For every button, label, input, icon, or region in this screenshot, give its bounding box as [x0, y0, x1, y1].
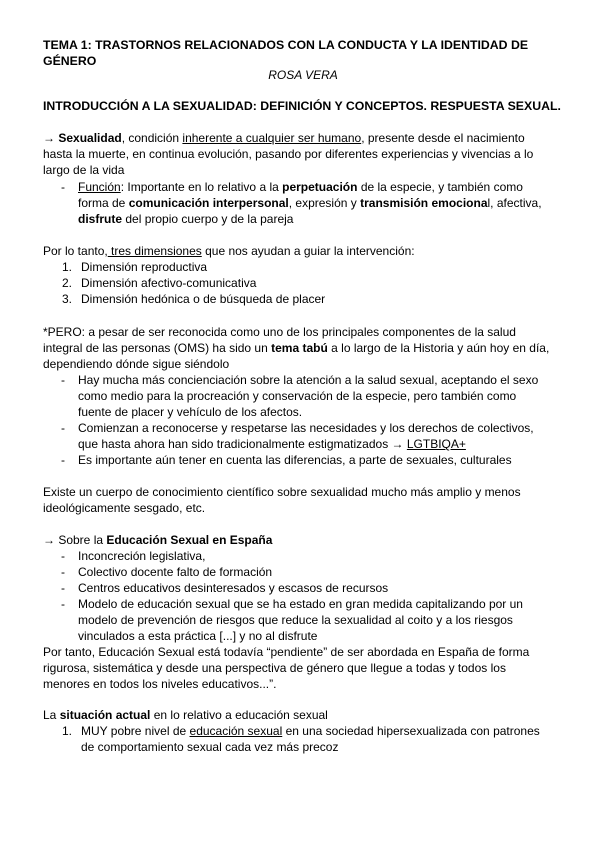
knowledge-paragraph: Existe un cuerpo de conocimiento científico sobre sexualidad mucho más amplio y menos ideológicamente sesgado, etc. [43, 485, 521, 515]
list-item: 2. Dimensión afectivo-comunicativa [62, 276, 257, 290]
function-list [59, 179, 553, 227]
list-item: 3. Dimensión hedónica o de búsqueda de placer [62, 292, 326, 306]
list-item: - Centros educativos desinteresados y escasos de recursos [59, 580, 539, 596]
list-item: - Inconcreción legislativa, [59, 548, 539, 564]
current-situation-heading: La situación actual en lo relativo a educación sexual [43, 708, 328, 722]
lgtbiqa-term: LGTBIQA+ [406, 437, 466, 451]
list-item: - Colectivo docente falto de formación [59, 564, 539, 580]
list-item: - Comienzan a reconocerse y respetarse las necesidades y los derechos de colectivos, que hasta ahora han sido tradicionalmente estigmatizados → LGTBIQA+ [59, 420, 549, 452]
author-name: ROSA VERA [268, 68, 338, 82]
function-label: Función [78, 180, 121, 194]
dimensions-list [62, 259, 562, 307]
list-item: 1. MUY pobre nivel de educación sexual en una sociedad hipersexualizada con patrones de comportamiento sexual cada vez más precoz [62, 724, 540, 754]
list-item: - Función: Importante en lo relativo a la perpetuación de la especie, y también como forma de comunicación interpersonal, expresión y transmisión emocional, afectiva, disfrute del propio cuerpo y de la pareja [59, 179, 553, 227]
taboo-list [59, 372, 549, 468]
document-title: TEMA 1: TRASTORNOS RELACIONADOS CON LA CONDUCTA Y LA IDENTIDAD DE GÉNERO [43, 38, 529, 68]
sexuality-definition: → Sexualidad, condición inherente a cualquier ser humano, presente desde el nacimiento hasta la muerte, en continua evolución, pasando por diferentes experiencias y vivencias a lo largo de la vida [43, 131, 534, 177]
list-item: 1. Dimensión reproductiva [62, 260, 208, 274]
list-item: - Es importante aún tener en cuenta las diferencias, a parte de sexuales, culturales [59, 452, 549, 468]
taboo-paragraph: *PERO: a pesar de ser reconocida como uno de los principales componentes de la salud integral de las personas (OMS) ha sido un tema tabú a lo largo de la Historia y aún hoy en día, dependiendo dónde sigue siéndolo [43, 325, 550, 371]
sex-education-heading: → Sobre la Educación Sexual en España [43, 533, 273, 547]
arrow-symbol: → [43, 131, 59, 145]
conclusion-paragraph: Por tanto, Educación Sexual está todavía “pendiente” de ser abordada en España de forma rigurosa, sistemática y desde una perspectiva de género que llegue a todas y todos los menores en todos los niveles educativos...”. [43, 645, 530, 691]
section-heading: INTRODUCCIÓN A LA SEXUALIDAD: DEFINICIÓN Y CONCEPTOS. RESPUESTA SEXUAL. [43, 99, 561, 113]
dimensions-intro: Por lo tanto, tres dimensiones que nos ayudan a guiar la intervención: [43, 244, 415, 258]
list-item: - Modelo de educación sexual que se ha estado en gran medida capitalizando por un modelo de prevención de riesgos que reduce la sexualidad al coito y a los riesgos vinculados a esta práctica [...] y no al disfrute [59, 596, 539, 644]
underlined-phrase: inherente a cualquier ser humano [182, 131, 362, 145]
term-sexualidad: Sexualidad [58, 131, 122, 145]
sex-education-list [59, 548, 539, 644]
list-item: - Hay mucha más concienciación sobre la atención a la salud sexual, aceptando el sexo como medio para la procreación y conservación de la especie, pero también como fuente de placer y vehículo de los afectos. [59, 372, 549, 420]
current-situation-list [62, 723, 542, 755]
